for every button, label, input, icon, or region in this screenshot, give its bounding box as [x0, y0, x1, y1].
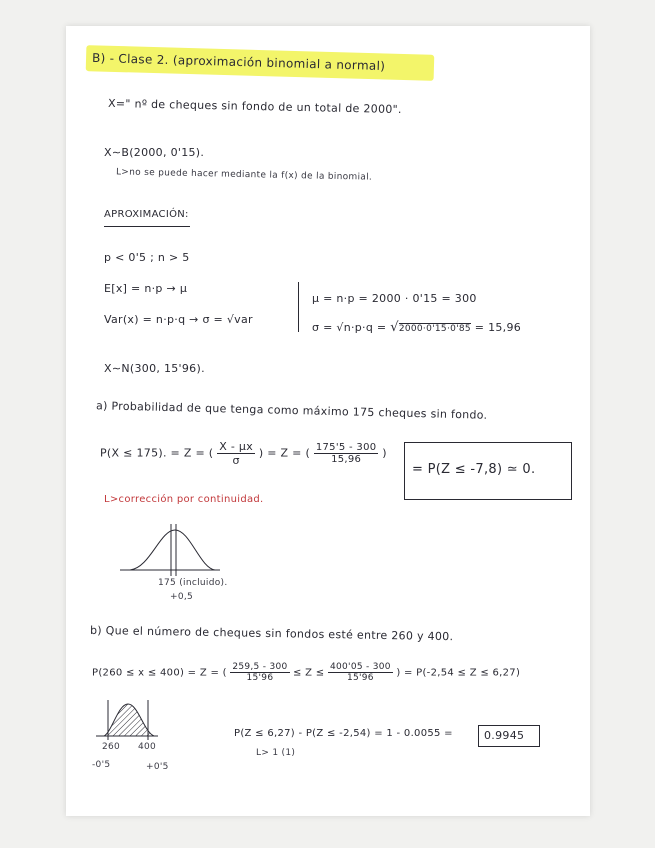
part-a-question: a) Probabilidad de que tenga como máximo 175 cheques sin fondo. [95, 399, 488, 422]
part-b-lhs: P(260 ≤ x ≤ 400) = Z = ( [92, 667, 227, 679]
variance-line: Var(x) = n·p·q → σ = √var [104, 313, 253, 326]
part-a-lhs: P(X ≤ 175). = Z = ( [100, 446, 214, 460]
binomial-distribution: X∼B(2000, 0'15). [104, 146, 205, 159]
divider-line [298, 282, 299, 332]
variable-definition: X=" nº de cheques sin fondo de un total de 2000". [107, 96, 402, 117]
label-plus-05: +0'5 [146, 762, 169, 772]
sigma-calculation: σ = √n·p·q = √2000·0'15·0'85 = 15,96 [312, 320, 522, 335]
part-a-fraction-2: $\frac{175'5 - 300}{15,96}$ [315, 442, 377, 465]
part-b-le: ≤ Z ≤ [293, 667, 325, 679]
continuity-correction-note: L>corrección por continuidad. [104, 494, 264, 505]
sigma-root: 2000·0'15·0'85 [398, 324, 471, 334]
part-b-fraction-2: $\frac{400'05 - 300}{15'96}$ [329, 662, 391, 683]
expectation-line: E[x] = n·p → μ [104, 282, 188, 295]
label-400: 400 [138, 742, 157, 752]
part-b-note: L> 1 (1) [256, 748, 296, 758]
binomial-note: L>no se puede hacer mediante la f(x) de la binomial. [115, 167, 373, 183]
part-b-calculation: P(Z ≤ 6,27) - P(Z ≤ -2,54) = 1 - 0.0055 = [234, 728, 453, 739]
part-a-result: = P(Z ≤ -7,8) ≃ 0. [412, 462, 536, 477]
sketch-a-label: 175 (incluido). [158, 578, 228, 588]
approx-condition: p < 0'5 ; n > 5 [104, 251, 190, 264]
part-b-fraction-1: $\frac{259,5 - 300}{15'96}$ [232, 662, 288, 683]
sketch-a-sub: +0,5 [170, 592, 194, 602]
part-b-rhs: ) = P(-2,54 ≤ Z ≤ 6,27) [396, 667, 521, 679]
normal-distribution: X∼N(300, 15'96). [104, 362, 205, 375]
sigma-lhs: σ = √n·p·q = [312, 321, 391, 334]
part-b-formula [92, 662, 520, 683]
heading-underline [104, 226, 190, 227]
part-a-mid: ) = Z = ( [258, 446, 311, 460]
bell-curve-sketch-b [96, 696, 160, 746]
page-title: B) - Clase 2. (aproximación binomial a normal) [91, 50, 386, 74]
part-b-question: b) Que el número de cheques sin fondos esté entre 260 y 400. [89, 623, 454, 644]
part-a-fraction-1: $\frac{X - \mu x}{\sigma}$ [219, 440, 254, 467]
section-heading: APROXIMACIÓN: [104, 209, 189, 220]
part-b-answer: 0.9945 [484, 729, 525, 742]
label-minus-05: -0'5 [92, 760, 111, 770]
label-260: 260 [102, 742, 121, 752]
sigma-result: = 15,96 [474, 321, 522, 334]
mu-calculation: μ = n·p = 2000 · 0'15 = 300 [312, 292, 477, 305]
part-a-formula: P(X ≤ 175). = Z = ( $\frac{X - \mu x}{\sigma}$ ) = Z = ( $\frac{175'5 - 300}{15,96}$ ) [100, 440, 387, 467]
